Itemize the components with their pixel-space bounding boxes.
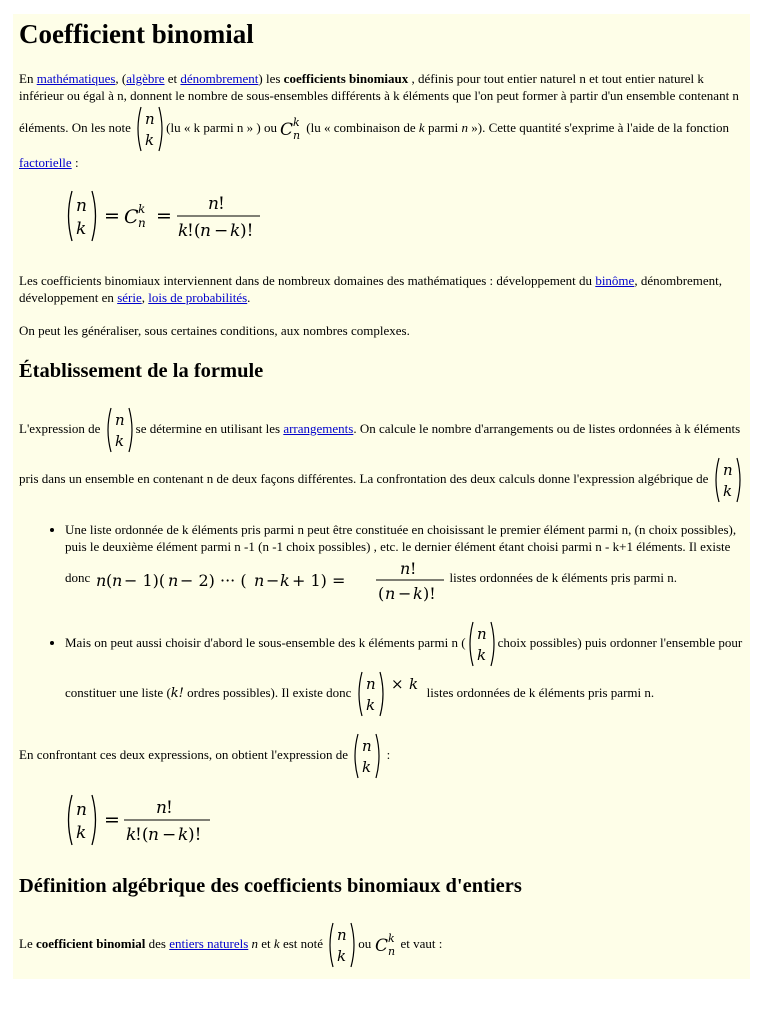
binom-n-k-formula	[326, 920, 358, 970]
paragraph-definition: Le coefficient binomial des entiers naturels n et k est noté n k ou C k n et vaut :	[19, 920, 744, 970]
svg-text:−: −	[214, 221, 229, 241]
binomial-factorial-formula	[64, 791, 214, 849]
binomial-equation-formula	[64, 187, 264, 245]
combination-c-n-k-formula	[375, 931, 401, 959]
paragraph-expression: L'expression de n k se détermine en utilisant les arrangements. On calcule le nombre d'arrangements ou de listes ordonnées à k éléments pris dans un ensemble en contenant n de deux façons différentes. La confrontation des deux calculs donne l'expression algébrique de n k	[19, 405, 744, 505]
svg-text:n: n	[114, 411, 125, 429]
svg-text:n: n	[362, 737, 372, 755]
intro-paragraph: En mathématiques, (algèbre et dénombrement) les coefficients binomiaux , définis pour tout entier naturel n et tout entier naturel k inférieur ou égal à n, donnent le nombre de sous-ensembles différents à k éléments que l'on peut former à partir d'un ensemble contenant n éléments. On les note n k (lu « k parmi n » ) ou C k n (lu « combinaison de k parmi n »). Cette quantité s'exprime à l'aide de la fonction factorielle :	[19, 71, 739, 170]
svg-text:!: !	[166, 798, 173, 818]
link-algebre[interactable]: algèbre	[126, 71, 165, 86]
paragraph-generalisation: On peut les généraliser, sous certaines conditions, aux nombres complexes.	[19, 323, 410, 338]
bold-term: coefficients binomiaux	[283, 71, 409, 86]
svg-text:)!: )!	[240, 221, 254, 241]
svg-text:k: k	[126, 825, 137, 845]
svg-text:k: k	[145, 131, 155, 149]
binom-n-k-formula	[351, 731, 383, 781]
svg-text:k: k	[337, 947, 347, 965]
svg-text:−: −	[162, 825, 177, 845]
svg-text:n: n	[208, 194, 219, 214]
svg-text:)!: )!	[188, 825, 202, 845]
svg-text:−: −	[397, 584, 411, 603]
svg-text:n: n	[476, 625, 487, 643]
svg-text:n: n	[111, 571, 122, 590]
svg-text:n: n	[365, 675, 376, 693]
svg-text:k: k	[476, 646, 486, 664]
svg-text:(: (	[105, 571, 112, 590]
svg-text:n: n	[167, 571, 178, 590]
svg-text:+ 1) =: + 1) =	[291, 571, 345, 590]
link-factorielle[interactable]: factorielle	[19, 155, 72, 170]
svg-text:(: (	[377, 584, 384, 603]
binom-n-k-formula	[134, 104, 166, 154]
svg-text:k: k	[362, 758, 372, 776]
svg-text:k: k	[722, 482, 732, 500]
svg-text:)!: )!	[422, 584, 436, 603]
svg-text:n: n	[145, 110, 155, 128]
svg-text:k: k	[76, 823, 87, 843]
link-serie[interactable]: série	[117, 290, 142, 305]
svg-text:C: C	[124, 206, 139, 228]
svg-text:n: n	[95, 571, 106, 590]
svg-text:=: =	[104, 205, 120, 227]
svg-text:k: k	[178, 221, 189, 241]
svg-text:n: n	[253, 571, 264, 590]
svg-text:n: n	[722, 461, 733, 479]
svg-text:n: n	[399, 559, 410, 578]
binom-n-k-formula	[104, 405, 136, 455]
paragraph-confrontation: En confrontant ces deux expressions, on obtient l'expression de n k :	[19, 731, 744, 781]
link-denombrement[interactable]: dénombrement	[180, 71, 259, 86]
svg-text:k: k	[387, 932, 395, 945]
svg-text:n: n	[138, 216, 146, 230]
combination-c-n-k-formula	[280, 115, 306, 143]
svg-text:!: !	[218, 194, 225, 214]
binom-n-k-formula	[466, 619, 498, 669]
svg-text:k: k	[114, 432, 124, 450]
svg-text:k: k	[178, 825, 189, 845]
svg-text:C: C	[280, 120, 294, 140]
link-lois-de-probabilites[interactable]: lois de probabilités	[148, 290, 248, 305]
svg-text:=: =	[104, 809, 120, 831]
svg-text:− 2) ··· (: − 2) ··· (	[179, 571, 247, 590]
svg-text:k: k	[230, 221, 241, 241]
svg-text:k: k	[76, 219, 87, 239]
svg-text:n: n	[387, 945, 395, 958]
svg-text:n: n	[148, 825, 159, 845]
paragraph-applications: Les coefficients binomiaux interviennent dans de nombreux domaines des mathématiques : développement du binôme, dénombrement, développement en série, lois de probabilités.	[19, 273, 723, 305]
svg-text:k: k	[279, 571, 290, 590]
svg-text:k: k	[365, 696, 375, 714]
svg-text:n: n	[337, 926, 347, 944]
section-heading-etablissement: Établissement de la formule	[19, 360, 264, 382]
link-entiers-naturels[interactable]: entiers naturels	[169, 935, 249, 951]
svg-text:n: n	[200, 221, 211, 241]
falling-factorial-formula	[94, 555, 450, 603]
display-formula-binomial-1	[64, 187, 744, 250]
binom-times-k-formula	[355, 669, 427, 719]
svg-text:k: k	[138, 202, 146, 216]
svg-text:C: C	[374, 936, 388, 956]
svg-text:n: n	[293, 129, 301, 142]
list-item: • Une liste ordonnée de k éléments pris parmi n peut être constituée en choisissant le premier élément parmi n, (n choix possibles), puis le deuxième élément parmi n -1 (n -1 choix possibles) , etc. le dernier élément étant choisi parmi n - k+1 éléments. Il existe donc n ( n − 1)( n − 2) ··· ( n − k + 1) = n ! ( n − k )! listes ordonnées de k éléments pris parmi n.	[65, 521, 744, 603]
svg-text:k: k	[293, 116, 300, 129]
svg-text:=: =	[156, 205, 172, 227]
svg-text:−: −	[265, 571, 279, 590]
svg-text:n: n	[76, 800, 87, 820]
svg-text:!: !	[409, 559, 416, 578]
svg-text:n: n	[156, 798, 167, 818]
svg-text:k: k	[412, 584, 423, 603]
svg-text:!(: !(	[187, 221, 201, 241]
svg-text:− 1)(: − 1)(	[123, 571, 165, 590]
svg-text:!(: !(	[135, 825, 149, 845]
link-arrangements[interactable]: arrangements	[283, 420, 354, 436]
svg-text:n: n	[384, 584, 395, 603]
link-binome[interactable]: binôme	[595, 273, 635, 288]
display-formula-binomial-2	[64, 791, 744, 854]
svg-text:n: n	[76, 196, 87, 216]
article	[13, 14, 750, 979]
page-title: Coefficient binomial	[19, 19, 254, 49]
svg-text:×: ×	[390, 675, 404, 693]
svg-text:k: k	[408, 675, 418, 693]
section-heading-definition: Définition algébrique des coefficients binomiaux d'entiers	[19, 875, 522, 897]
link-mathematiques[interactable]: mathématiques	[36, 71, 116, 86]
bullet-list	[19, 521, 744, 719]
list-item: • Mais on peut aussi choisir d'abord le sous-ensemble des k éléments parmi n ( n k choix possibles) puis ordonner l'ensemble pour constituer une liste (k! ordres possibles). Il existe donc n k × k listes ordonnées de k éléments pris parmi n.	[65, 619, 744, 719]
binom-n-k-formula	[712, 455, 744, 505]
bold-term: coefficient binomial	[35, 935, 146, 951]
